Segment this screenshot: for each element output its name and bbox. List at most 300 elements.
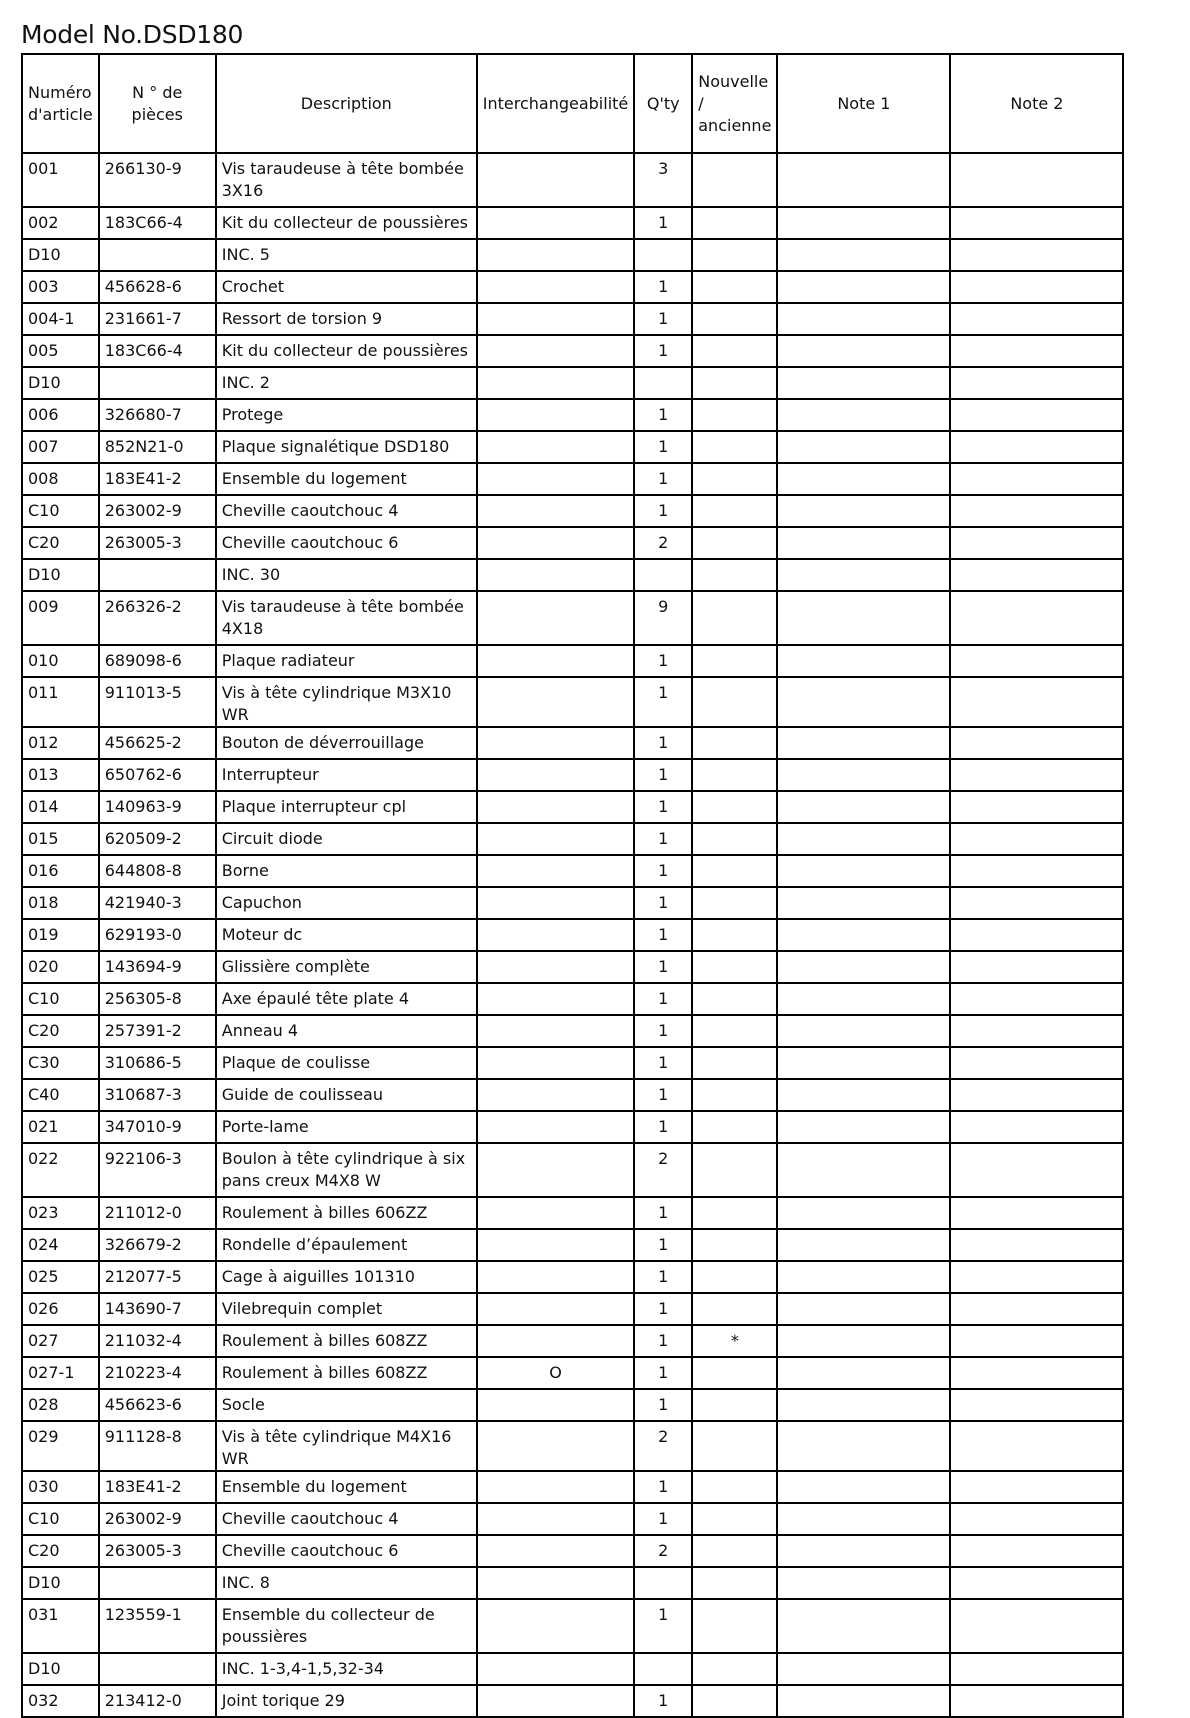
- cell-quantity: 1: [634, 335, 692, 367]
- cell-note-1: [777, 677, 950, 727]
- cell-new-old: [692, 271, 777, 303]
- cell-quantity: 2: [634, 1535, 692, 1567]
- cell-note-1: [777, 1421, 950, 1471]
- cell-item-number: 027: [22, 1325, 99, 1357]
- cell-new-old: [692, 791, 777, 823]
- cell-item-number: 018: [22, 887, 99, 919]
- cell-interchangeability: [477, 207, 635, 239]
- cell-part-number: [99, 559, 216, 591]
- cell-quantity: 2: [634, 527, 692, 559]
- table-row: [22, 1047, 1123, 1079]
- header-item-number: Numéro d'article: [22, 54, 99, 153]
- cell-new-old: [692, 645, 777, 677]
- cell-interchangeability: [477, 1325, 635, 1357]
- cell-note-1: [777, 983, 950, 1015]
- cell-interchangeability: [477, 1261, 635, 1293]
- cell-interchangeability: [477, 791, 635, 823]
- cell-new-old: [692, 919, 777, 951]
- cell-item-number: 031: [22, 1599, 99, 1653]
- cell-item-number: 003: [22, 271, 99, 303]
- cell-note-2: [950, 431, 1123, 463]
- cell-part-number: 852N21-0: [99, 431, 216, 463]
- cell-part-number: 644808-8: [99, 855, 216, 887]
- cell-quantity: 1: [634, 791, 692, 823]
- table-row: [22, 1567, 1123, 1599]
- cell-new-old: [692, 1229, 777, 1261]
- table-row: [22, 823, 1123, 855]
- cell-interchangeability: [477, 1143, 635, 1197]
- cell-item-number: 029: [22, 1421, 99, 1471]
- table-row: [22, 495, 1123, 527]
- cell-part-number: 213412-0: [99, 1685, 216, 1717]
- cell-quantity: 1: [634, 727, 692, 759]
- cell-description: Guide de coulisseau: [216, 1079, 477, 1111]
- cell-quantity: 1: [634, 1047, 692, 1079]
- cell-note-1: [777, 1015, 950, 1047]
- cell-note-2: [950, 239, 1123, 271]
- table-row: [22, 1143, 1123, 1197]
- header-note-2: Note 2: [950, 54, 1123, 153]
- cell-new-old: [692, 887, 777, 919]
- table-row: [22, 431, 1123, 463]
- cell-quantity: 3: [634, 153, 692, 207]
- cell-note-2: [950, 463, 1123, 495]
- cell-note-1: [777, 823, 950, 855]
- table-row: [22, 1261, 1123, 1293]
- cell-note-1: [777, 1111, 950, 1143]
- cell-note-1: [777, 1197, 950, 1229]
- cell-note-1: [777, 759, 950, 791]
- cell-new-old: [692, 335, 777, 367]
- cell-note-1: [777, 855, 950, 887]
- cell-new-old: [692, 463, 777, 495]
- cell-description: Kit du collecteur de poussières: [216, 207, 477, 239]
- cell-description: Roulement à billes 608ZZ: [216, 1325, 477, 1357]
- cell-note-2: [950, 1471, 1123, 1503]
- cell-description: Vis taraudeuse à tête bombée 4X18: [216, 591, 477, 645]
- cell-note-2: [950, 1535, 1123, 1567]
- cell-quantity: 1: [634, 1111, 692, 1143]
- cell-description: Interrupteur: [216, 759, 477, 791]
- table-row: [22, 527, 1123, 559]
- cell-note-2: [950, 527, 1123, 559]
- cell-interchangeability: [477, 303, 635, 335]
- cell-item-number: 012: [22, 727, 99, 759]
- cell-note-2: [950, 919, 1123, 951]
- header-quantity: Q'ty: [634, 54, 692, 153]
- cell-description: Capuchon: [216, 887, 477, 919]
- cell-item-number: D10: [22, 559, 99, 591]
- cell-description: Cheville caoutchouc 4: [216, 495, 477, 527]
- cell-note-2: [950, 591, 1123, 645]
- table-row: [22, 677, 1123, 727]
- cell-note-2: [950, 759, 1123, 791]
- cell-note-2: [950, 1389, 1123, 1421]
- cell-new-old: [692, 495, 777, 527]
- table-row: [22, 791, 1123, 823]
- table-row: [22, 951, 1123, 983]
- cell-part-number: [99, 1653, 216, 1685]
- cell-item-number: 030: [22, 1471, 99, 1503]
- table-row: [22, 1471, 1123, 1503]
- cell-part-number: 183E41-2: [99, 1471, 216, 1503]
- cell-quantity: 1: [634, 207, 692, 239]
- cell-interchangeability: [477, 1503, 635, 1535]
- cell-new-old: [692, 983, 777, 1015]
- cell-quantity: 1: [634, 1471, 692, 1503]
- cell-description: Bouton de déverrouillage: [216, 727, 477, 759]
- cell-item-number: C10: [22, 983, 99, 1015]
- cell-new-old: [692, 1015, 777, 1047]
- cell-new-old: [692, 1685, 777, 1717]
- cell-quantity: 1: [634, 759, 692, 791]
- cell-note-1: [777, 367, 950, 399]
- cell-interchangeability: [477, 1111, 635, 1143]
- cell-note-1: [777, 153, 950, 207]
- cell-interchangeability: O: [477, 1357, 635, 1389]
- cell-quantity: 1: [634, 823, 692, 855]
- cell-note-2: [950, 855, 1123, 887]
- cell-part-number: 211032-4: [99, 1325, 216, 1357]
- cell-description: INC. 8: [216, 1567, 477, 1599]
- cell-note-2: [950, 1079, 1123, 1111]
- cell-note-2: [950, 1229, 1123, 1261]
- cell-interchangeability: [477, 367, 635, 399]
- cell-description: Plaque interrupteur cpl: [216, 791, 477, 823]
- cell-item-number: 014: [22, 791, 99, 823]
- cell-item-number: 028: [22, 1389, 99, 1421]
- cell-new-old: [692, 1389, 777, 1421]
- cell-interchangeability: [477, 1471, 635, 1503]
- table-row: [22, 367, 1123, 399]
- cell-quantity: 1: [634, 1293, 692, 1325]
- cell-note-1: [777, 1471, 950, 1503]
- cell-new-old: *: [692, 1325, 777, 1357]
- cell-description: Rondelle d’épaulement: [216, 1229, 477, 1261]
- cell-interchangeability: [477, 463, 635, 495]
- table-row: [22, 463, 1123, 495]
- cell-quantity: 1: [634, 399, 692, 431]
- table-row: [22, 727, 1123, 759]
- cell-new-old: [692, 1111, 777, 1143]
- cell-new-old: [692, 951, 777, 983]
- cell-part-number: [99, 239, 216, 271]
- cell-note-1: [777, 239, 950, 271]
- cell-note-2: [950, 1503, 1123, 1535]
- cell-interchangeability: [477, 823, 635, 855]
- cell-note-2: [950, 367, 1123, 399]
- cell-item-number: D10: [22, 367, 99, 399]
- cell-interchangeability: [477, 1599, 635, 1653]
- cell-interchangeability: [477, 559, 635, 591]
- cell-description: Ensemble du logement: [216, 1471, 477, 1503]
- cell-quantity: 1: [634, 1015, 692, 1047]
- cell-item-number: 009: [22, 591, 99, 645]
- cell-item-number: 010: [22, 645, 99, 677]
- cell-quantity: 1: [634, 1079, 692, 1111]
- cell-part-number: 650762-6: [99, 759, 216, 791]
- cell-interchangeability: [477, 1197, 635, 1229]
- cell-interchangeability: [477, 983, 635, 1015]
- cell-new-old: [692, 153, 777, 207]
- cell-interchangeability: [477, 1567, 635, 1599]
- cell-item-number: C10: [22, 1503, 99, 1535]
- cell-note-1: [777, 1599, 950, 1653]
- cell-description: Glissière complète: [216, 951, 477, 983]
- cell-quantity: 1: [634, 951, 692, 983]
- cell-item-number: 011: [22, 677, 99, 727]
- cell-part-number: 183C66-4: [99, 207, 216, 239]
- cell-new-old: [692, 1421, 777, 1471]
- cell-new-old: [692, 855, 777, 887]
- cell-note-2: [950, 1567, 1123, 1599]
- cell-part-number: 123559-1: [99, 1599, 216, 1653]
- cell-item-number: 019: [22, 919, 99, 951]
- cell-interchangeability: [477, 855, 635, 887]
- cell-note-1: [777, 791, 950, 823]
- cell-interchangeability: [477, 951, 635, 983]
- cell-item-number: 007: [22, 431, 99, 463]
- cell-part-number: 911013-5: [99, 677, 216, 727]
- cell-note-2: [950, 1197, 1123, 1229]
- cell-interchangeability: [477, 759, 635, 791]
- cell-note-1: [777, 1079, 950, 1111]
- cell-item-number: D10: [22, 1567, 99, 1599]
- parts-table-body: [22, 153, 1123, 1717]
- cell-description: Joint torique 29: [216, 1685, 477, 1717]
- cell-interchangeability: [477, 1653, 635, 1685]
- cell-note-2: [950, 1261, 1123, 1293]
- cell-part-number: 143694-9: [99, 951, 216, 983]
- cell-quantity: 1: [634, 1261, 692, 1293]
- cell-part-number: 456623-6: [99, 1389, 216, 1421]
- cell-item-number: 023: [22, 1197, 99, 1229]
- cell-description: Plaque de coulisse: [216, 1047, 477, 1079]
- cell-part-number: 143690-7: [99, 1293, 216, 1325]
- cell-interchangeability: [477, 1015, 635, 1047]
- cell-note-2: [950, 645, 1123, 677]
- cell-note-1: [777, 1503, 950, 1535]
- cell-note-2: [950, 399, 1123, 431]
- cell-interchangeability: [477, 677, 635, 727]
- cell-item-number: 032: [22, 1685, 99, 1717]
- cell-quantity: 1: [634, 1325, 692, 1357]
- cell-description: INC. 2: [216, 367, 477, 399]
- cell-note-1: [777, 1293, 950, 1325]
- cell-part-number: 263002-9: [99, 495, 216, 527]
- cell-note-1: [777, 1047, 950, 1079]
- cell-note-1: [777, 1567, 950, 1599]
- cell-part-number: 140963-9: [99, 791, 216, 823]
- cell-description: Ressort de torsion 9: [216, 303, 477, 335]
- table-row: [22, 399, 1123, 431]
- cell-note-2: [950, 559, 1123, 591]
- cell-part-number: 326680-7: [99, 399, 216, 431]
- cell-new-old: [692, 759, 777, 791]
- cell-note-2: [950, 1325, 1123, 1357]
- table-row: [22, 1535, 1123, 1567]
- cell-part-number: 263005-3: [99, 1535, 216, 1567]
- cell-note-1: [777, 1261, 950, 1293]
- cell-part-number: 347010-9: [99, 1111, 216, 1143]
- cell-note-2: [950, 983, 1123, 1015]
- cell-item-number: C20: [22, 1015, 99, 1047]
- cell-quantity: 2: [634, 1143, 692, 1197]
- cell-quantity: 1: [634, 645, 692, 677]
- header-new-old: Nouvelle / ancienne: [692, 54, 777, 153]
- cell-description: INC. 30: [216, 559, 477, 591]
- cell-interchangeability: [477, 1047, 635, 1079]
- cell-description: Ensemble du logement: [216, 463, 477, 495]
- cell-note-2: [950, 495, 1123, 527]
- cell-description: Cheville caoutchouc 6: [216, 527, 477, 559]
- cell-new-old: [692, 1047, 777, 1079]
- cell-note-1: [777, 271, 950, 303]
- cell-item-number: 024: [22, 1229, 99, 1261]
- cell-new-old: [692, 823, 777, 855]
- cell-quantity: 1: [634, 919, 692, 951]
- cell-interchangeability: [477, 1535, 635, 1567]
- table-row: [22, 1293, 1123, 1325]
- cell-note-2: [950, 677, 1123, 727]
- page-title: Model No.DSD180: [21, 20, 244, 49]
- cell-description: Anneau 4: [216, 1015, 477, 1047]
- cell-quantity: 9: [634, 591, 692, 645]
- cell-description: Plaque signalétique DSD180: [216, 431, 477, 463]
- cell-interchangeability: [477, 1389, 635, 1421]
- cell-new-old: [692, 303, 777, 335]
- cell-interchangeability: [477, 239, 635, 271]
- cell-interchangeability: [477, 335, 635, 367]
- cell-interchangeability: [477, 271, 635, 303]
- cell-new-old: [692, 1599, 777, 1653]
- cell-description: Vis à tête cylindrique M4X16 WR: [216, 1421, 477, 1471]
- table-row: [22, 559, 1123, 591]
- cell-interchangeability: [477, 1079, 635, 1111]
- cell-quantity: [634, 559, 692, 591]
- cell-item-number: 004-1: [22, 303, 99, 335]
- cell-item-number: C20: [22, 1535, 99, 1567]
- cell-item-number: C20: [22, 527, 99, 559]
- cell-new-old: [692, 207, 777, 239]
- cell-item-number: 021: [22, 1111, 99, 1143]
- table-row: [22, 239, 1123, 271]
- cell-description: Boulon à tête cylindrique à six pans creux M4X8 W: [216, 1143, 477, 1197]
- cell-part-number: [99, 367, 216, 399]
- cell-note-2: [950, 303, 1123, 335]
- table-row: [22, 1111, 1123, 1143]
- cell-item-number: 026: [22, 1293, 99, 1325]
- cell-description: INC. 1-3,4-1,5,32-34: [216, 1653, 477, 1685]
- cell-note-1: [777, 887, 950, 919]
- cell-new-old: [692, 527, 777, 559]
- cell-part-number: 263002-9: [99, 1503, 216, 1535]
- table-row: [22, 645, 1123, 677]
- cell-item-number: 002: [22, 207, 99, 239]
- cell-note-2: [950, 791, 1123, 823]
- cell-quantity: 1: [634, 855, 692, 887]
- table-row: [22, 335, 1123, 367]
- cell-part-number: 183E41-2: [99, 463, 216, 495]
- cell-item-number: 022: [22, 1143, 99, 1197]
- cell-new-old: [692, 677, 777, 727]
- table-row: [22, 759, 1123, 791]
- header-interchangeability: Interchangeabilité: [477, 54, 635, 153]
- cell-note-2: [950, 1143, 1123, 1197]
- cell-new-old: [692, 1079, 777, 1111]
- cell-interchangeability: [477, 431, 635, 463]
- cell-note-1: [777, 527, 950, 559]
- cell-new-old: [692, 1567, 777, 1599]
- cell-quantity: 1: [634, 677, 692, 727]
- cell-item-number: C30: [22, 1047, 99, 1079]
- cell-quantity: 1: [634, 887, 692, 919]
- table-row: [22, 1357, 1123, 1389]
- table-row: [22, 1015, 1123, 1047]
- cell-item-number: D10: [22, 1653, 99, 1685]
- cell-item-number: 015: [22, 823, 99, 855]
- cell-part-number: 620509-2: [99, 823, 216, 855]
- cell-part-number: 326679-2: [99, 1229, 216, 1261]
- cell-part-number: 266326-2: [99, 591, 216, 645]
- table-row: [22, 1599, 1123, 1653]
- cell-note-2: [950, 335, 1123, 367]
- cell-new-old: [692, 399, 777, 431]
- cell-note-1: [777, 919, 950, 951]
- table-row: [22, 1389, 1123, 1421]
- cell-quantity: 1: [634, 1599, 692, 1653]
- cell-quantity: 1: [634, 1503, 692, 1535]
- cell-quantity: 1: [634, 271, 692, 303]
- cell-description: Kit du collecteur de poussières: [216, 335, 477, 367]
- table-row: [22, 1685, 1123, 1717]
- cell-quantity: [634, 239, 692, 271]
- cell-description: Vis à tête cylindrique M3X10 WR: [216, 677, 477, 727]
- cell-note-2: [950, 1111, 1123, 1143]
- cell-part-number: 256305-8: [99, 983, 216, 1015]
- cell-note-2: [950, 1685, 1123, 1717]
- cell-interchangeability: [477, 645, 635, 677]
- cell-interchangeability: [477, 527, 635, 559]
- cell-interchangeability: [477, 1421, 635, 1471]
- cell-part-number: 257391-2: [99, 1015, 216, 1047]
- table-row: [22, 983, 1123, 1015]
- cell-note-1: [777, 1325, 950, 1357]
- cell-note-1: [777, 951, 950, 983]
- cell-quantity: 1: [634, 495, 692, 527]
- cell-note-1: [777, 727, 950, 759]
- cell-new-old: [692, 1293, 777, 1325]
- cell-quantity: [634, 367, 692, 399]
- cell-note-1: [777, 1535, 950, 1567]
- cell-note-2: [950, 1653, 1123, 1685]
- cell-interchangeability: [477, 919, 635, 951]
- cell-interchangeability: [477, 1685, 635, 1717]
- cell-note-2: [950, 727, 1123, 759]
- cell-part-number: 456625-2: [99, 727, 216, 759]
- cell-interchangeability: [477, 887, 635, 919]
- cell-note-1: [777, 207, 950, 239]
- cell-description: Cage à aiguilles 101310: [216, 1261, 477, 1293]
- cell-item-number: C40: [22, 1079, 99, 1111]
- cell-part-number: 231661-7: [99, 303, 216, 335]
- cell-item-number: 025: [22, 1261, 99, 1293]
- table-row: [22, 1503, 1123, 1535]
- table-header-row: [22, 54, 1123, 153]
- cell-part-number: 922106-3: [99, 1143, 216, 1197]
- cell-item-number: D10: [22, 239, 99, 271]
- cell-description: Moteur dc: [216, 919, 477, 951]
